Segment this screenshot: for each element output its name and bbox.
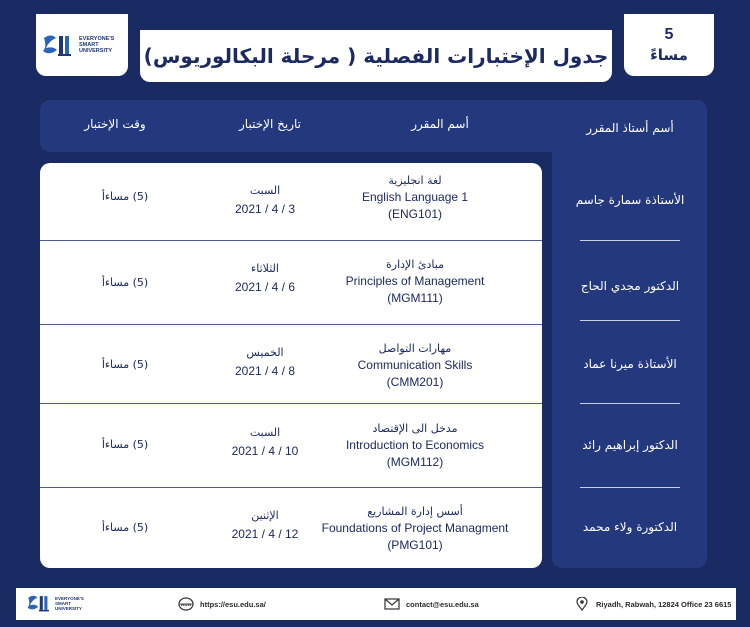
teacher-divider	[580, 487, 680, 488]
course-cell	[310, 340, 520, 391]
header-course: أسم المقرر	[411, 117, 469, 131]
exam-day: الثلاثاء	[251, 262, 279, 275]
exam-date: 2021 / 4 / 8	[234, 364, 296, 378]
exam-day: الخميس	[246, 346, 284, 359]
course-code: (MGM112)	[386, 455, 444, 469]
title-card	[140, 30, 612, 82]
course-name-en: Principles of Management	[345, 274, 485, 288]
footer-email[interactable]	[384, 597, 479, 611]
course-code: (CMM201)	[386, 375, 444, 389]
course-name-ar: مدخل الى الإقتصاد	[372, 422, 458, 435]
course-name-ar: أسس إدارة المشاريع	[367, 505, 463, 518]
exam-time: (5) مساءأ	[101, 276, 149, 289]
course-code: (PMG101)	[387, 538, 443, 552]
email-link[interactable]: contact@esu.edu.sa	[406, 599, 479, 609]
date-cell	[220, 182, 310, 219]
location-pin-icon	[574, 597, 590, 611]
course-code: (MGM111)	[387, 291, 443, 305]
table-row	[40, 172, 542, 238]
row-divider	[40, 240, 542, 241]
course-name-ar: مهارات التواصل	[378, 342, 452, 355]
exam-date: 2021 / 4 / 3	[234, 202, 296, 216]
header-date: تاريخ الإختبار	[239, 117, 301, 131]
date-cell	[220, 424, 310, 461]
exam-day: السبت	[249, 184, 281, 197]
row-divider	[40, 403, 542, 404]
address-text: Riyadh, Rabwah, 12824 Office 23 6615	[596, 599, 732, 609]
course-cell	[310, 420, 520, 471]
course-name-en: Foundations of Project Managment	[321, 521, 509, 535]
logo-mark-icon	[41, 32, 75, 58]
header-time: وقت الإختبار	[84, 117, 146, 131]
teacher-name: الدكتورة ولاء محمد	[582, 520, 678, 534]
exam-date: 2021 / 4 / 10	[231, 444, 299, 458]
course-name-en: Communication Skills	[357, 358, 473, 372]
exam-day: الإثنين	[251, 509, 279, 522]
teacher-name: الدكتور إبراهيم رائد	[582, 438, 678, 452]
course-name-en: Introduction to Economics	[345, 438, 485, 452]
row-divider	[40, 324, 542, 325]
footer-bar	[16, 588, 736, 620]
table-row	[40, 420, 542, 486]
course-cell	[310, 256, 520, 307]
date-cell	[220, 260, 310, 297]
teacher-divider	[580, 403, 680, 404]
logo-wordmark: EVERYONE'S SMART UNIVERSITY	[79, 36, 115, 54]
row-divider	[40, 487, 542, 488]
footer-wordmark: EVERYONE'S SMART UNIVERSITY	[55, 595, 84, 611]
exam-day: السبت	[249, 426, 281, 439]
date-cell	[220, 344, 310, 381]
footer-website[interactable]	[178, 597, 266, 611]
course-name-en: English Language 1	[361, 190, 469, 204]
header-teacher: أسم أستاذ المقرر	[586, 121, 674, 135]
course-name-ar: مبادئ الإدارة	[386, 258, 444, 271]
teacher-name: الأستاذة ميرنا عماد	[583, 357, 677, 371]
globe-icon	[178, 597, 194, 611]
envelope-icon	[384, 597, 400, 611]
teacher-name: الأستاذة سمارة جاسم	[575, 193, 685, 207]
badge-text: مساءً	[650, 46, 688, 64]
exam-time: (5) مساءأ	[101, 521, 149, 534]
exam-time: (5) مساءأ	[101, 190, 149, 203]
university-logo	[36, 14, 128, 76]
page-title: جدول الإختبارات الفصلية ( مرحلة البكالوريوس)	[143, 44, 609, 68]
table-row	[40, 256, 542, 322]
logo-mark-icon	[26, 593, 52, 613]
globe-icon-label: www	[180, 602, 192, 607]
course-name-ar: لغة انجليزية	[388, 174, 442, 187]
website-link[interactable]: https://esu.edu.sa/	[200, 599, 266, 609]
exam-date: 2021 / 4 / 6	[234, 280, 296, 294]
course-cell	[310, 172, 520, 223]
exam-time: (5) مساءأ	[101, 438, 149, 451]
teacher-divider	[580, 320, 680, 321]
exam-date: 2021 / 4 / 12	[231, 527, 299, 541]
course-cell	[310, 503, 520, 554]
time-badge	[624, 14, 714, 76]
date-cell	[220, 507, 310, 544]
footer-logo	[26, 593, 91, 613]
teacher-divider	[580, 240, 680, 241]
teacher-column	[552, 100, 707, 568]
badge-number: 5	[664, 26, 674, 43]
teacher-name: الدكتور مجدي الحاج	[580, 279, 680, 293]
footer-address	[574, 597, 731, 611]
exam-time: (5) مساءأ	[101, 358, 149, 371]
table-row	[40, 503, 542, 565]
course-code: (ENG101)	[387, 207, 443, 221]
table-row	[40, 340, 542, 406]
